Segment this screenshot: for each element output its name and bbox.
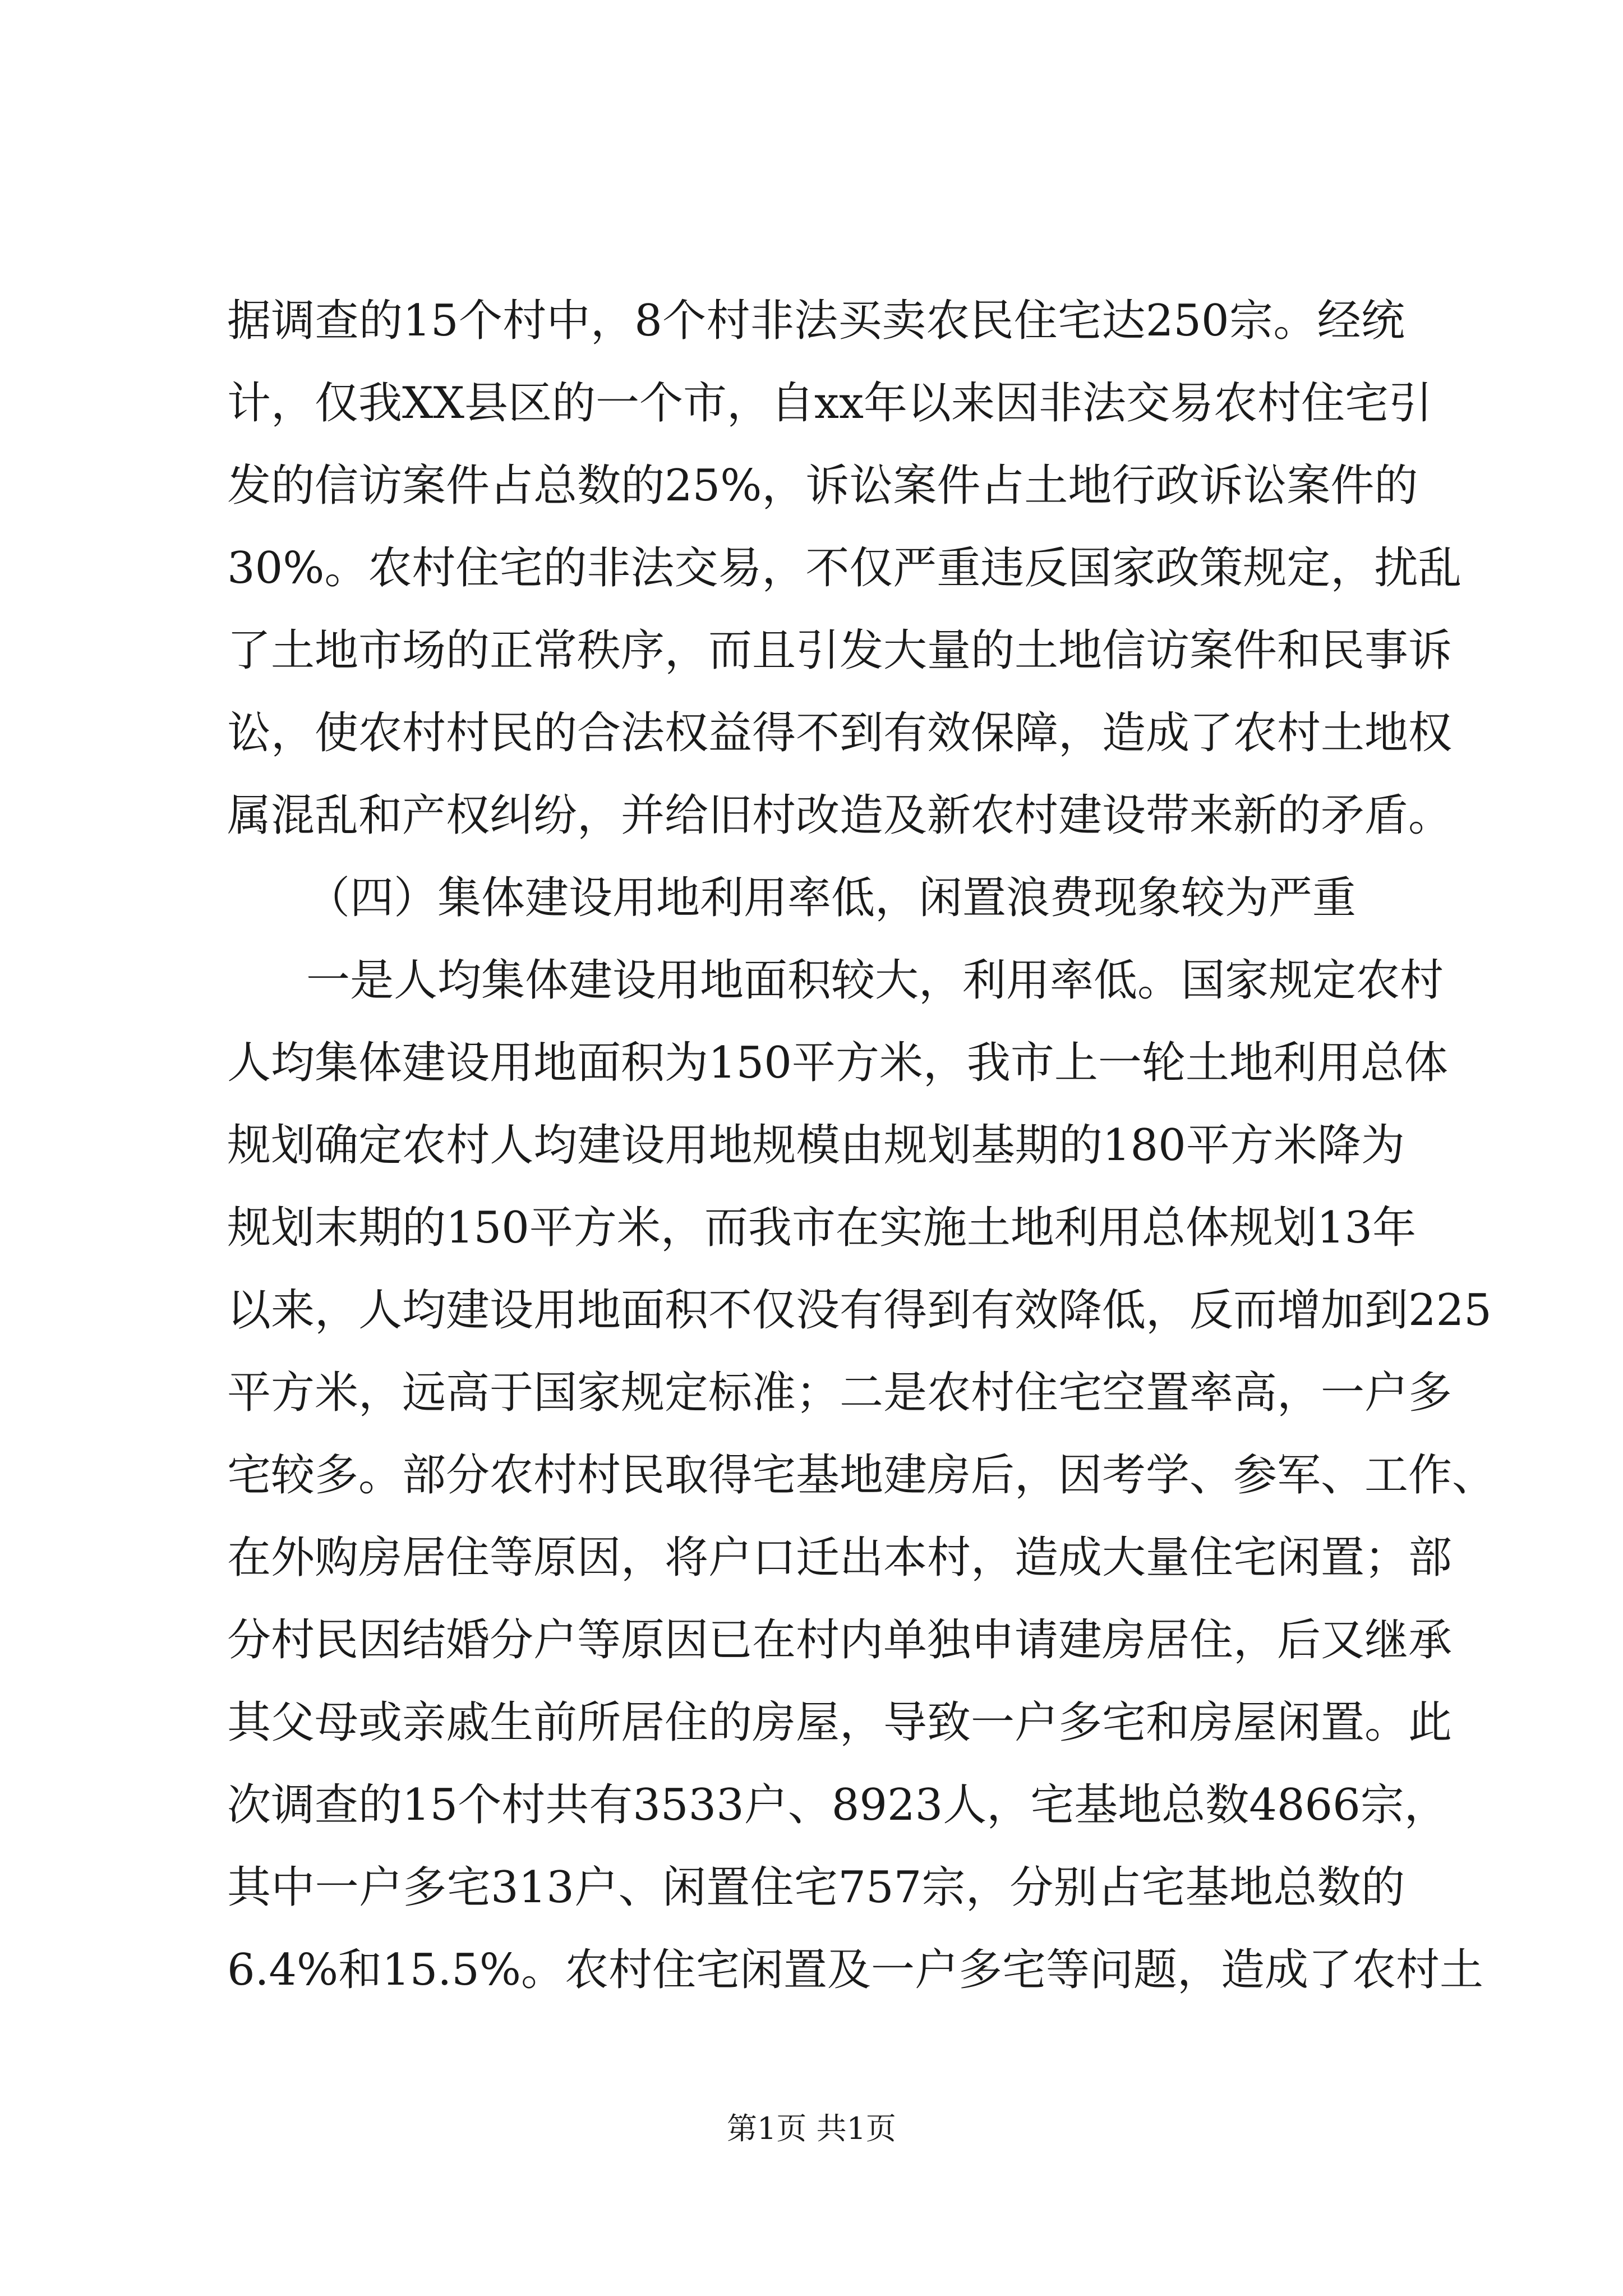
paragraph-first-line: 一是人均集体建设用地面积较大，利用率低。国家规定农村 — [306, 955, 1444, 1006]
text-line: 发的信访案件占总数的25%，诉讼案件占土地行政诉讼案件的 — [227, 461, 1418, 511]
text-line: 其父母或亲戚生前所居住的房屋，导致一户多宅和房屋闲置。此 — [227, 1697, 1453, 1748]
text-line: 6.4%和15.5%。农村住宅闲置及一户多宅等问题，造成了农村土 — [227, 1945, 1483, 1995]
text-line: 在外购房居住等原因，将户口迁出本村，造成大量住宅闲置；部 — [227, 1533, 1453, 1583]
page-footer: 第1页 共1页 — [727, 2111, 896, 2146]
text-line: 宅较多。部分农村村民取得宅基地建房后，因考学、参军、工作、 — [227, 1450, 1496, 1501]
text-line: 了土地市场的正常秩序，而且引发大量的土地信访案件和民事诉 — [227, 625, 1453, 676]
section-heading: （四）集体建设用地利用率低，闲置浪费现象较为严重 — [306, 873, 1357, 923]
text-line: 规划末期的150平方米，而我市在实施土地利用总体规划13年 — [227, 1203, 1417, 1253]
text-line: 规划确定农村人均建设用地规模由规划基期的180平方米降为 — [227, 1120, 1405, 1171]
text-line: 分村民因结婚分户等原因已在村内单独申请建房居住，后又继承 — [227, 1615, 1453, 1665]
text-line: 以来，人均建设用地面积不仅没有得到有效降低，反而增加到225 — [227, 1285, 1492, 1336]
text-line: 计，仅我XX县区的一个市，自xx年以来因非法交易农村住宅引 — [227, 378, 1433, 429]
text-line: 讼，使农村村民的合法权益得不到有效保障，造成了农村土地权 — [227, 708, 1453, 758]
text-line: 据调查的15个村中，8个村非法买卖农民住宅达250宗。经统 — [227, 296, 1405, 346]
text-line: 平方米，远高于国家规定标准；二是农村住宅空置率高，一户多 — [227, 1368, 1453, 1418]
text-line: 次调查的15个村共有3533户、8923人，宅基地总数4866宗， — [227, 1780, 1448, 1830]
text-line: 其中一户多宅313户、闲置住宅757宗，分别占宅基地总数的 — [227, 1862, 1405, 1913]
text-line: 30%。农村住宅的非法交易，不仅严重违反国家政策规定，扰乱 — [227, 543, 1462, 593]
text-line: 属混乱和产权纠纷，并给旧村改造及新农村建设带来新的矛盾。 — [227, 790, 1453, 841]
text-line: 人均集体建设用地面积为150平方米，我市上一轮土地利用总体 — [227, 1038, 1448, 1088]
